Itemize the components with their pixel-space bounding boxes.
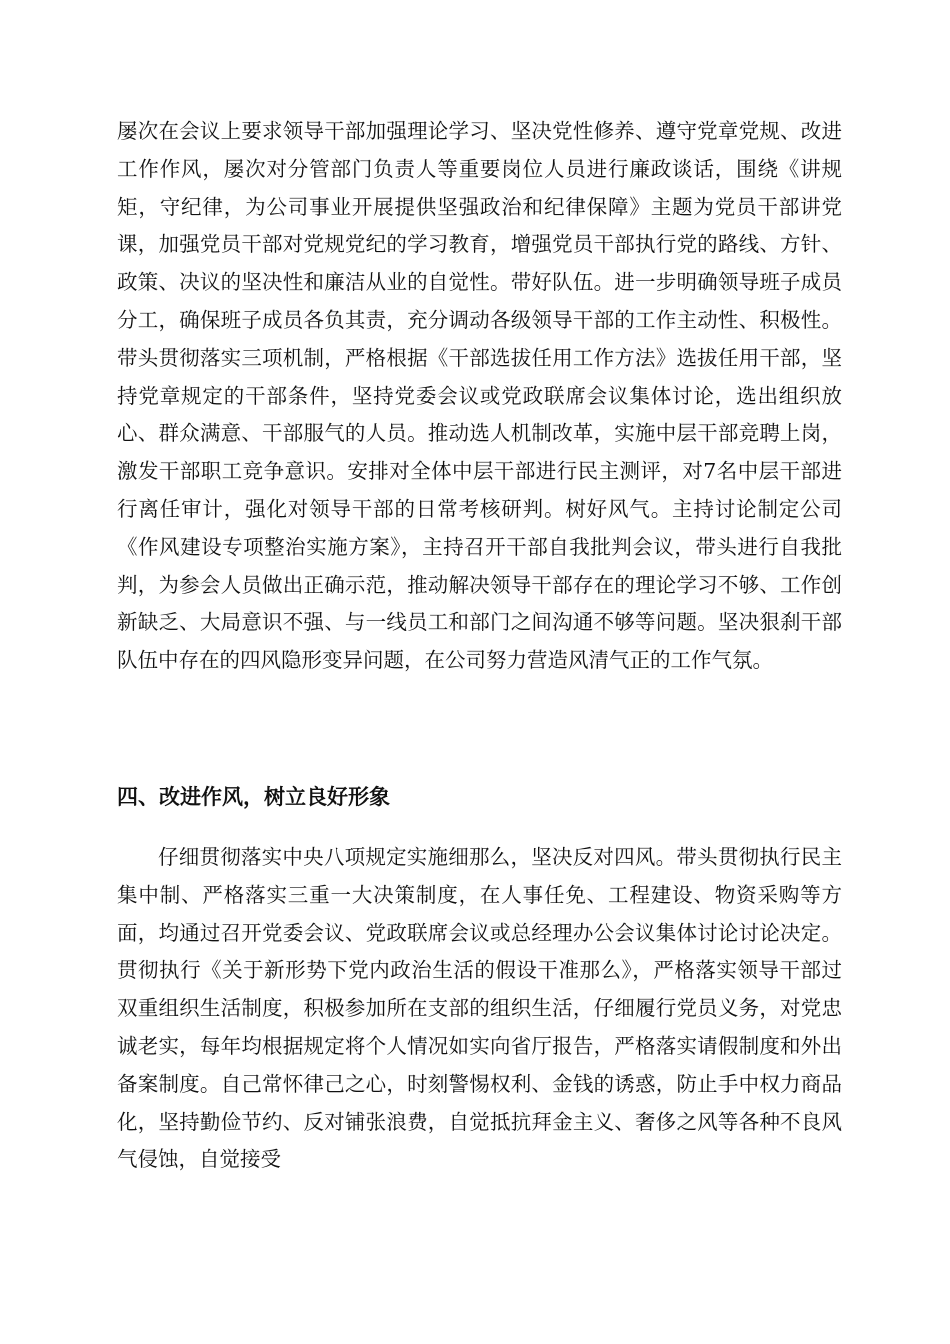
body-paragraph: 仔细贯彻落实中央八项规定实施细那么，坚决反对四风。带头贯彻执行民主集中制、严格落实三重一大决策制度，在人事任免、工程建设、物资采购等方面，均通过召开党委会议、党政联席会议或总经理办公会议集体讨论讨论决定。贯彻执行《关于新形势下党内政治生活的假设干准那么》，严格落实领导干部过双重组织生活制度，积极参加所在支部的组织生活，仔细履行党员义务，对党忠诚老实，每年均根据规定将个人情况如实向省厅报告，严格落实请假制度和外出备案制度。自己常怀律己之心，时刻警惕权利、金钱的诱惑，防止手中权力商品化，坚持勤俭节约、反对铺张浪费，自觉抵抗拜金主义、奢侈之风等各种不良风气侵蚀，自觉接受	[117, 845, 842, 1172]
section-heading: 四、改进作风，树立良好形象	[117, 785, 390, 809]
body-paragraph: 屡次在会议上要求领导干部加强理论学习、坚决党性修养、遵守党章党规、改进工作作风，屡次对分管部门负责人等重要岗位人员进行廉政谈话，围绕《讲规矩，守纪律，为公司事业开展提供坚强政治和纪律保障》主题为党员干部讲党课，加强党员干部对党规党纪的学习教育，增强党员干部执行党的路线、方针、政策、决议的坚决性和廉洁从业的自觉性。带好队伍。进一步明确领导班子成员分工，确保班子成员各负其责，充分调动各级领导干部的工作主动性、积极性。带头贯彻落实三项机制，严格根据《干部选拔任用工作方法》选拔任用干部，坚持党章规定的干部条件，坚持党委会议或党政联席会议集体讨论，选出组织放心、群众满意、干部服气的人员。推动选人机制改革，实施中层干部竞聘上岗，激发干部职工竞争意识。安排对全体中层干部进行民主测评，对7名中层干部进行离任审计，强化对领导干部的日常考核研判。树好风气。主持讨论制定公司《作风建设专项整治实施方案》，主持召开干部自我批判会议，带头进行自我批判，为参会人员做出正确示范，推动解决领导干部存在的理论学习不够、工作创新缺乏、大局意识不强、与一线员工和部门之间沟通不够等问题。坚决狠刹干部队伍中存在的四风隐形变异问题，在公司努力营造风清气正的工作气氛。	[117, 119, 842, 673]
